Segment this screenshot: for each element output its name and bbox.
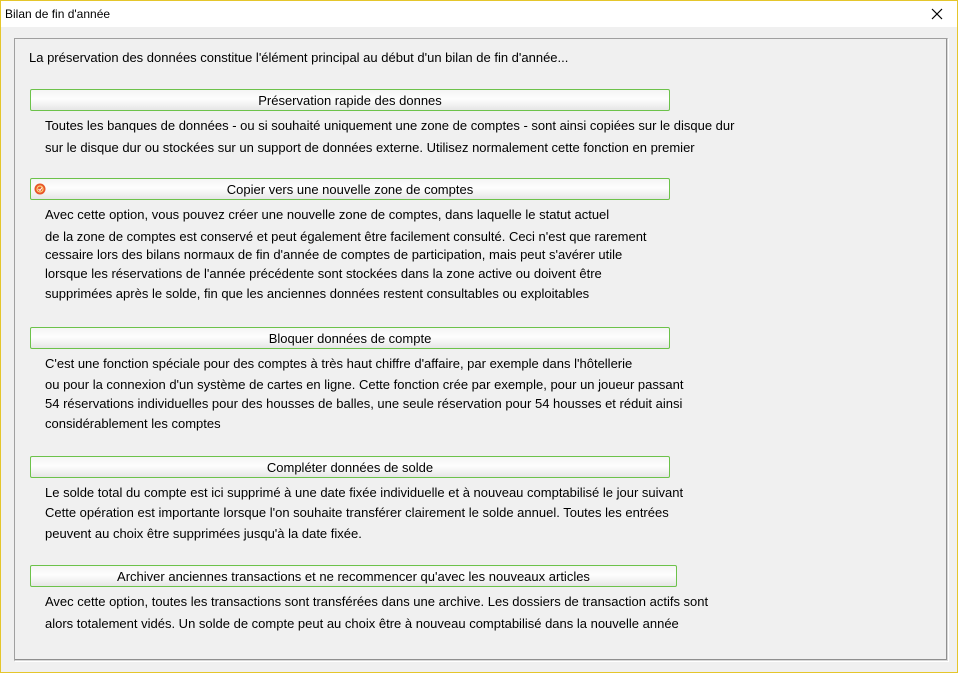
copy-to-new-zone-button[interactable]: [30, 178, 670, 200]
archive-transactions-button[interactable]: Archiver anciennes transactions et ne recommencer qu'avec les nouveaux articles: [30, 565, 677, 587]
section-1-line-2: sur le disque dur ou stockées sur un support de données externe. Utilisez normalement cette fonction en premier: [45, 140, 695, 155]
section-2-line-4: lorsque les réservations de l'année précédente sont stockées dans la zone active ou doivent être: [45, 266, 602, 281]
close-button[interactable]: [917, 1, 957, 27]
section-5-line-1: Avec cette option, toutes les transactions sont transférées dans une archive. Les dossiers de transaction actifs sont: [45, 594, 709, 609]
section-3-line-4: considérablement les comptes: [45, 416, 221, 431]
section-2-line-1: Avec cette option, vous pouvez créer une nouvelle zone de comptes, dans laquelle le statut actuel: [45, 207, 610, 222]
section-2-line-3: cessaire lors des bilans normaux de fin d'année de comptes de participation, mais peut s'avérer utile: [45, 247, 623, 262]
copy-to-new-zone-label: Copier vers une nouvelle zone de comptes: [226, 181, 474, 197]
title-bar[interactable]: [1, 1, 957, 27]
section-3-line-3: 54 réservations individuelles pour des housses de balles, une seule réservation pour 54 housses et réduit ainsi: [45, 396, 683, 411]
section-2-line-2: de la zone de comptes est conservé et peut également être facilement consulté. Ceci n'est que rarement: [45, 229, 647, 244]
section-2-line-5: supprimées après le solde, fin que les anciennes données restent consultables ou exploitables: [45, 286, 590, 301]
quick-preservation-button[interactable]: Préservation rapide des donnes: [30, 89, 670, 111]
section-4-line-1: Le solde total du compte est ici supprimé à une date fixée individuelle et à nouveau comptabilisé le jour suivant: [45, 485, 684, 500]
window-title: Bilan de fin d'année: [5, 7, 111, 21]
section-5-line-2: alors totalement vidés. Un solde de compte peut au choix être à nouveau comptabilisé dans la nouvelle année: [45, 616, 679, 631]
section-3-line-1: C'est une fonction spéciale pour des comptes à très haut chiffre d'affaire, par exemple dans l'hôtellerie: [45, 356, 633, 371]
complete-balance-data-button[interactable]: Compléter données de solde: [30, 456, 670, 478]
block-account-data-button[interactable]: Bloquer données de compte: [30, 327, 670, 349]
section-4-line-2: Cette opération est importante lorsque l'on souhaite transférer clairement le solde annuel. Toutes les entrées: [45, 505, 669, 520]
close-icon: [931, 8, 943, 20]
section-4-line-3: peuvent au choix être supprimées jusqu'à la date fixée.: [45, 526, 362, 541]
intro-text: La préservation des données constitue l'élément principal au début d'un bilan de fin d'année...: [29, 50, 569, 65]
section-3-line-2: ou pour la connexion d'un système de cartes en ligne. Cette fonction crée par exemple, pour un joueur passant: [45, 377, 684, 392]
section-1-line-1: Toutes les banques de données - ou si souhaité uniquement une zone de comptes - sont ainsi copiées sur le disque dur: [45, 118, 735, 133]
badge-icon: [34, 183, 46, 195]
